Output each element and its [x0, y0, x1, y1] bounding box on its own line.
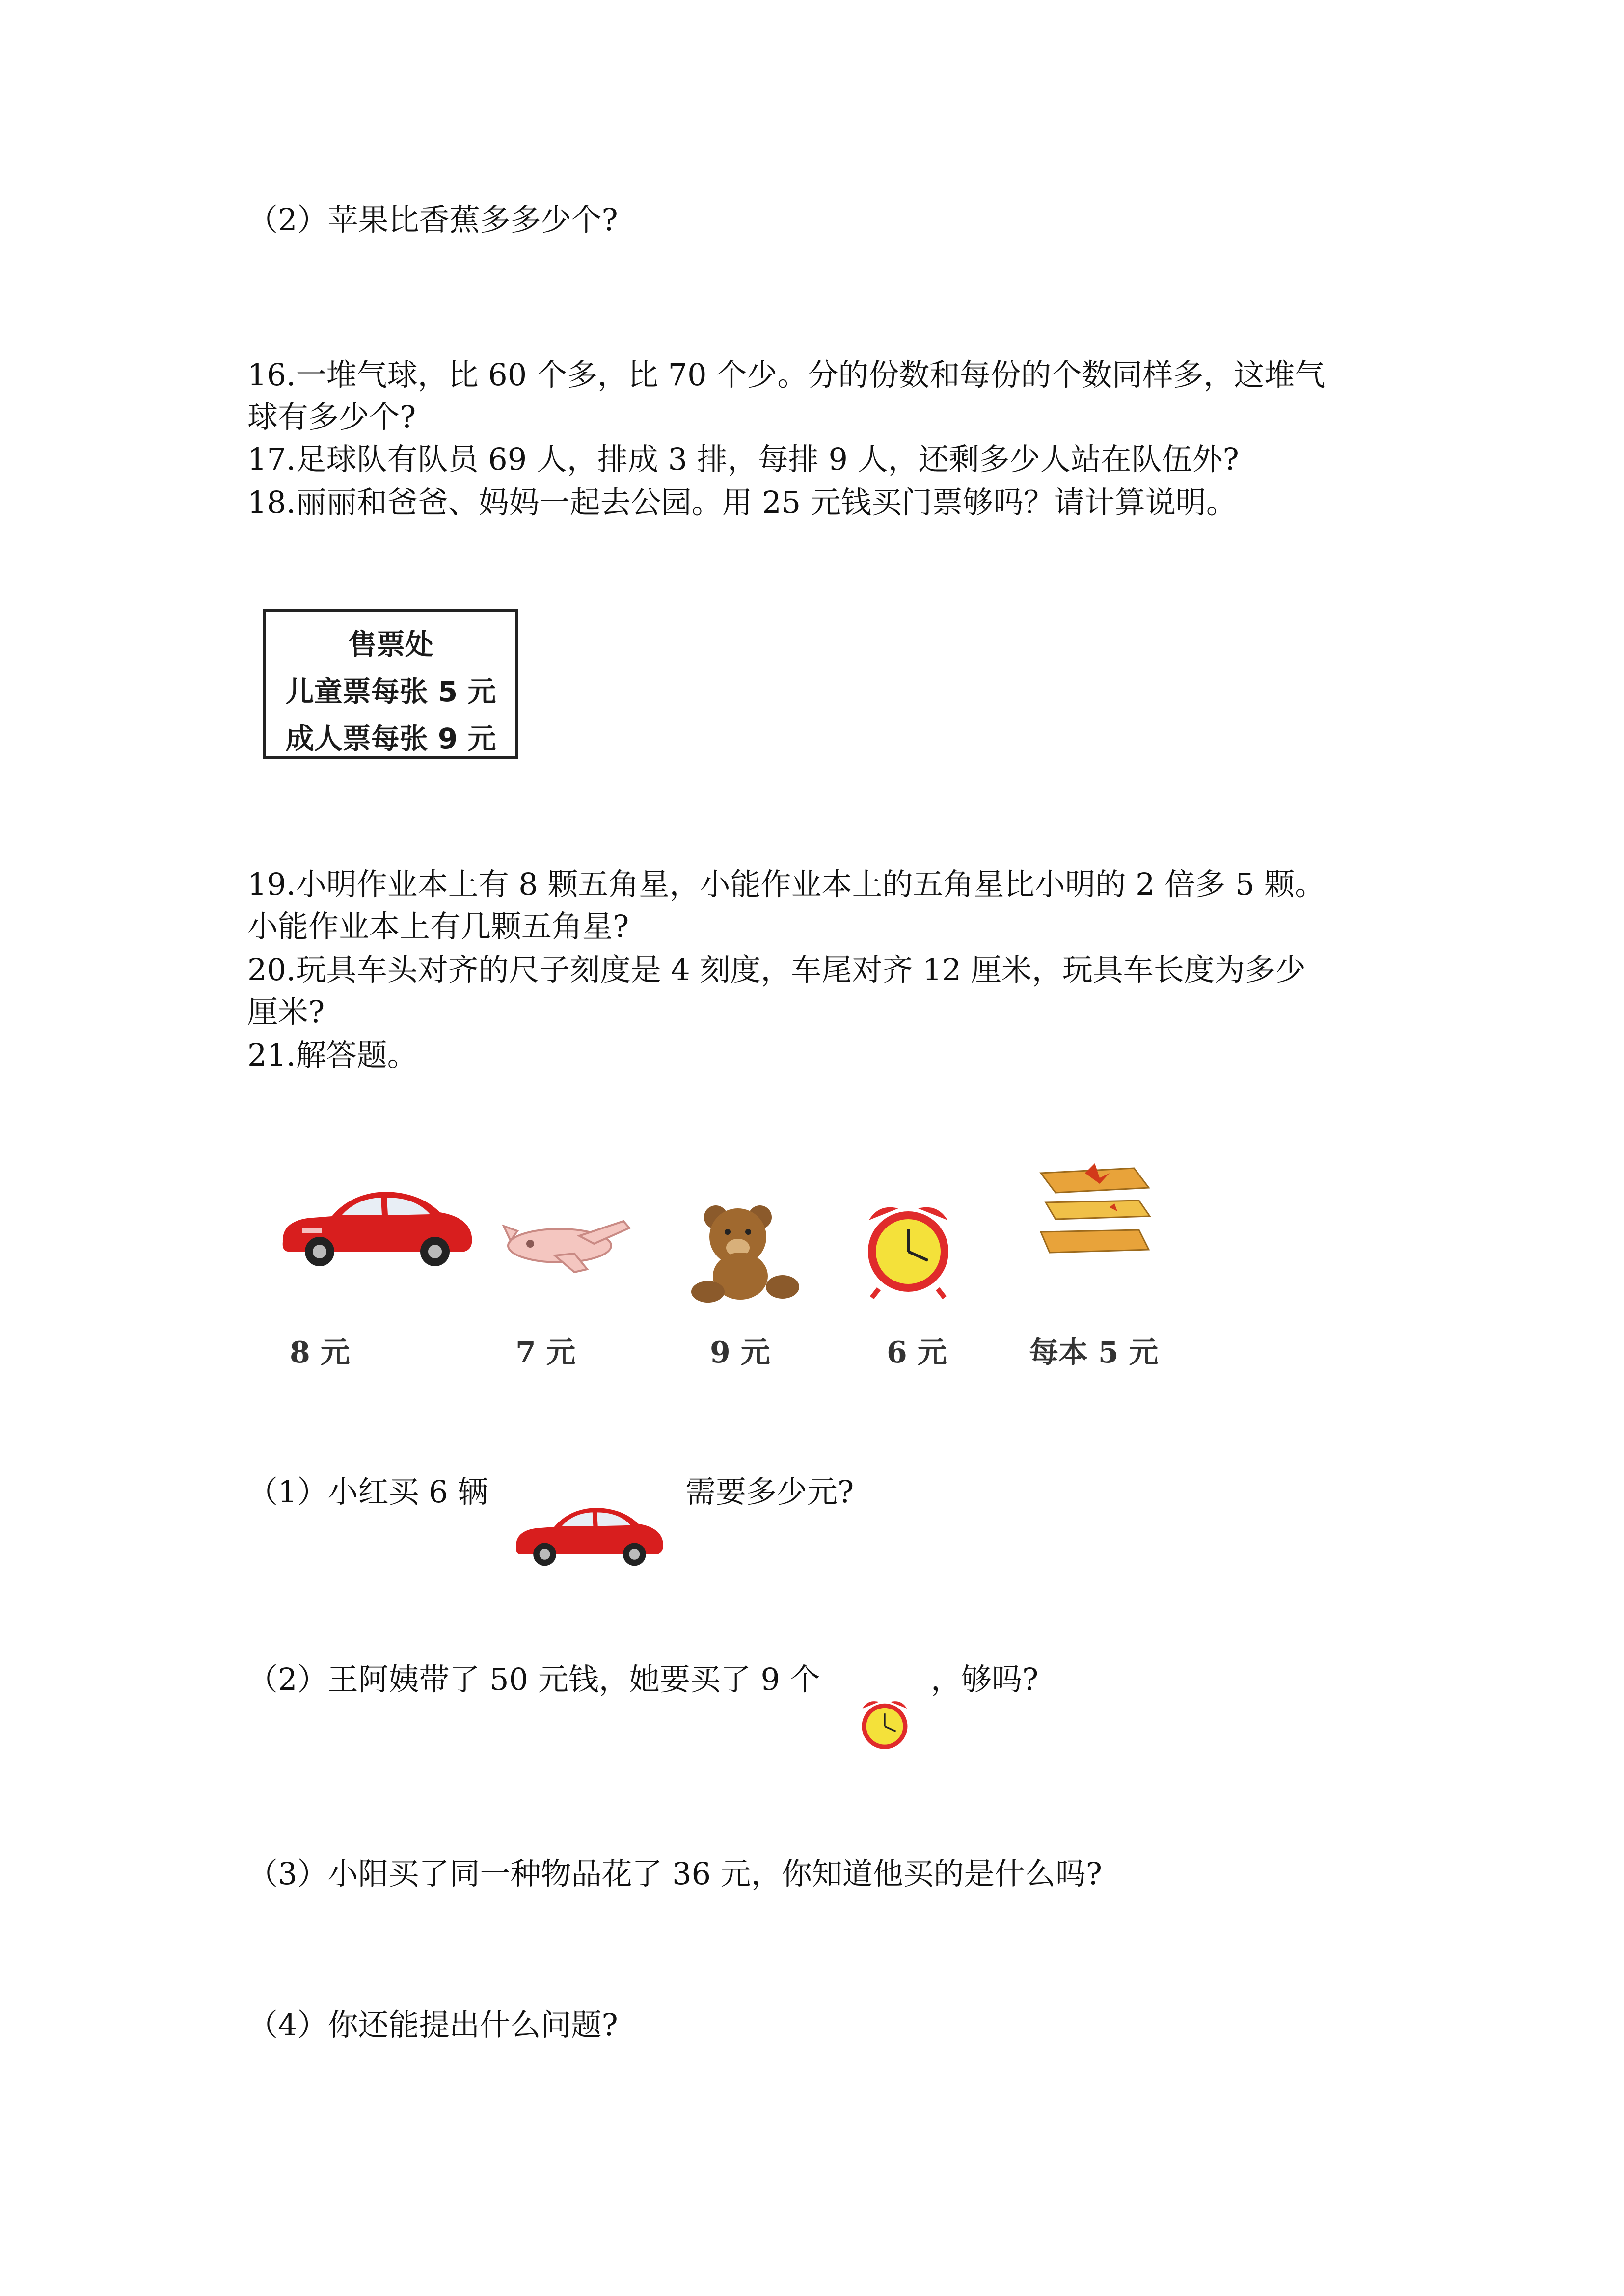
alarm-clock-icon-small — [851, 1697, 918, 1753]
price-plane: 7 元 — [515, 1335, 576, 1370]
sub-question-3: （3）小阳买了同一种物品花了 36 元，你知道他买的是什么吗? — [247, 1856, 1102, 1892]
teddy-bear-icon — [686, 1202, 804, 1306]
sub-question-1-end: 需要多少元? — [685, 1474, 854, 1510]
alarm-clock-icon — [849, 1201, 967, 1299]
sub-question-1-start: （1）小红买 6 辆 — [247, 1474, 488, 1510]
price-book: 每本 5 元 — [1029, 1335, 1159, 1370]
car-icon — [273, 1183, 479, 1271]
sub-question-4: （4）你还能提出什么问题? — [247, 2007, 618, 2043]
ticket-sign-adult-price: 成人票每张 9 元 — [285, 722, 496, 755]
question-16-line2: 球有多少个? — [247, 399, 416, 435]
price-bear: 9 元 — [710, 1335, 770, 1370]
price-clock: 6 元 — [887, 1335, 947, 1370]
question-20-line1: 20.玩具车头对齐的尺子刻度是 4 刻度，车尾对齐 12 厘米，玩具车长度为多少 — [247, 952, 1306, 988]
ticket-sign — [263, 609, 518, 759]
question-21: 21.解答题。 — [247, 1037, 418, 1073]
car-icon-small — [502, 1501, 676, 1570]
books-icon — [1036, 1158, 1154, 1261]
ticket-sign-child-price: 儿童票每张 5 元 — [285, 675, 496, 708]
question-15-2: （2）苹果比香蕉多多少个? — [247, 202, 618, 238]
sub-question-2-end: ，够吗? — [931, 1661, 1039, 1697]
question-17: 17.足球队有队员 69 人，排成 3 排，每排 9 人，还剩多少人站在队伍外? — [247, 441, 1239, 477]
plane-icon — [501, 1211, 633, 1275]
question-20-line2: 厘米? — [247, 994, 325, 1030]
question-19-line2: 小能作业本上有几颗五角星? — [247, 908, 629, 944]
question-19-line1: 19.小明作业本上有 8 颗五角星，小能作业本上的五角星比小明的 2 倍多 5 颗。 — [247, 866, 1326, 902]
price-car: 8 元 — [290, 1335, 350, 1370]
question-16-line1: 16.一堆气球，比 60 个多，比 70 个少。分的份数和每份的个数同样多，这堆气 — [247, 357, 1326, 393]
question-18: 18.丽丽和爸爸、妈妈一起去公园。用 25 元钱买门票够吗？请计算说明。 — [247, 484, 1237, 520]
ticket-sign-title: 售票处 — [348, 628, 433, 661]
sub-question-2-start: （2）王阿姨带了 50 元钱，她要买了 9 个 — [247, 1661, 820, 1697]
